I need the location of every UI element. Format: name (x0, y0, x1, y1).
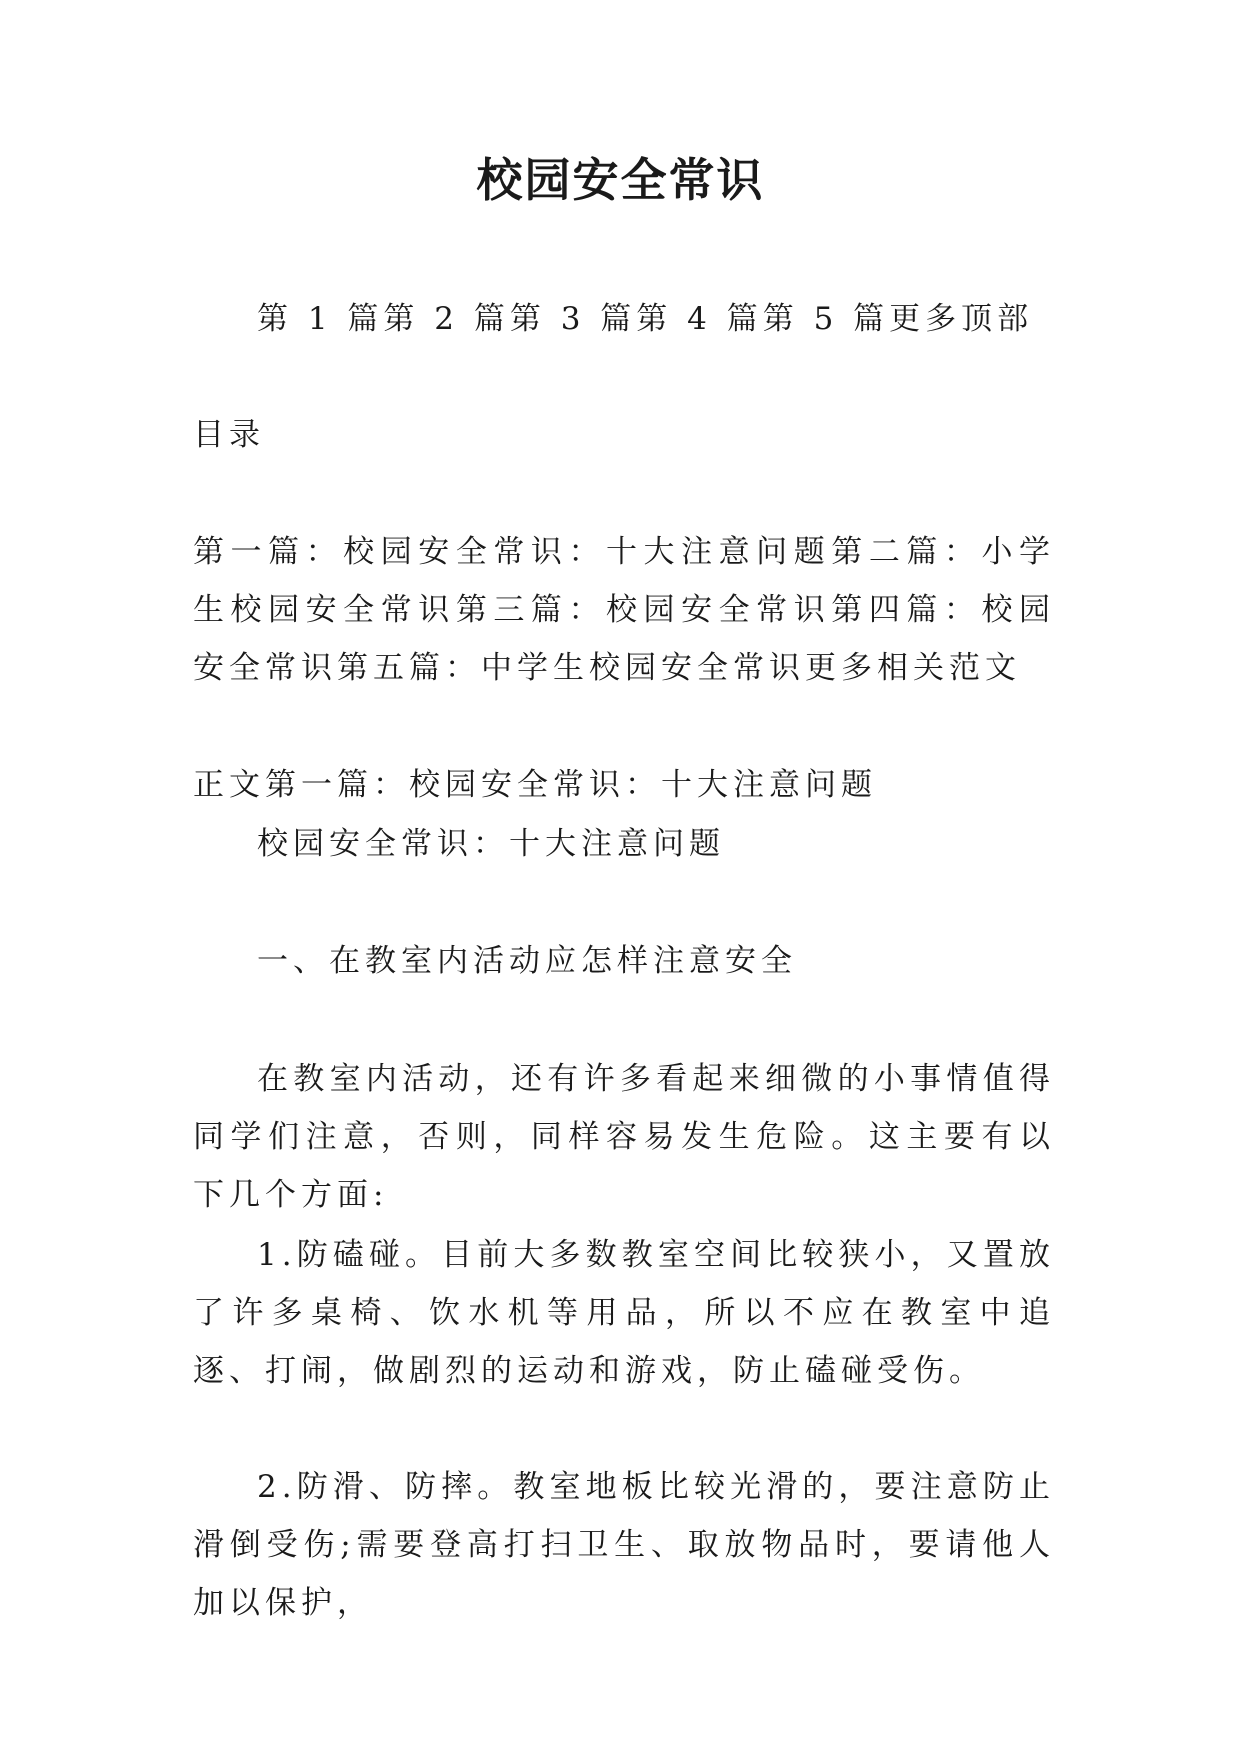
section-heading: 一、在教室内活动应怎样注意安全 (257, 943, 797, 979)
document-title: 校园安全常识 (476, 153, 765, 207)
body-heading: 正文第一篇：校园安全常识：十大注意问题 (193, 767, 877, 803)
article-nav-line: 第 1 篇第 2 篇第 3 篇第 4 篇第 5 篇更多顶部 (257, 301, 1034, 337)
paragraph: 2.防滑、防摔。教室地板比较光滑的，要注意防止滑倒受伤;需要登高打扫卫生、取放物品时，要请他人加以保护， (193, 1469, 1055, 1621)
toc-heading: 目录 (193, 417, 265, 453)
body-subheading: 校园安全常识：十大注意问题 (257, 826, 725, 862)
paragraph: 在教室内活动，还有许多看起来细微的小事情值得同学们注意，否则，同样容易发生危险。这主要有以下几个方面: (193, 1061, 1055, 1213)
toc-body: 第一篇：校园安全常识：十大注意问题第二篇：小学生校园安全常识第三篇：校园安全常识第四篇：校园安全常识第五篇：中学生校园安全常识更多相关范文 (193, 534, 1055, 686)
paragraph: 1.防磕碰。目前大多数教室空间比较狭小，又置放了许多桌椅、饮水机等用品，所以不应在教室中追逐、打闹，做剧烈的运动和游戏，防止磕碰受伤。 (193, 1237, 1055, 1389)
